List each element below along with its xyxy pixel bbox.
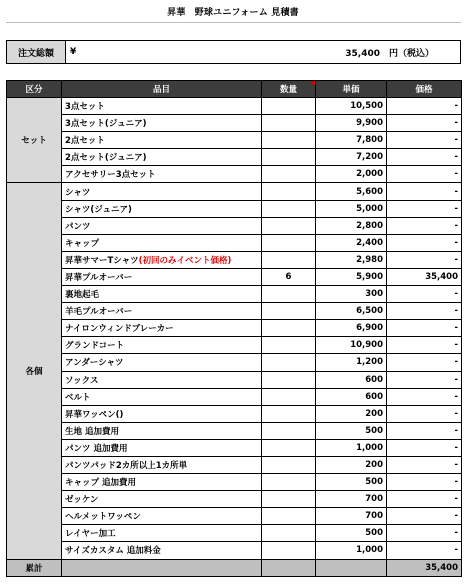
item-name: 羊毛プルオーバー bbox=[65, 307, 133, 318]
qty-cell[interactable] bbox=[262, 508, 316, 525]
unit-price-cell: 2,000 bbox=[316, 166, 387, 183]
order-total-label: 注文総額 bbox=[7, 41, 66, 64]
unit-price-cell: 6,500 bbox=[316, 303, 387, 320]
price-cell: - bbox=[387, 542, 462, 559]
price-cell: - bbox=[387, 166, 462, 183]
item-name: ベルト bbox=[65, 392, 91, 403]
unit-price-cell: 600 bbox=[316, 371, 387, 388]
item-cell bbox=[62, 217, 262, 234]
unit-price-cell: 2,400 bbox=[316, 234, 387, 251]
unit-price-cell: 5,600 bbox=[316, 183, 387, 200]
table-row bbox=[7, 98, 462, 115]
qty-cell[interactable] bbox=[262, 388, 316, 405]
unit-price-cell: 1,200 bbox=[316, 354, 387, 371]
item-name: レイヤー加工 bbox=[65, 529, 116, 540]
price-cell: - bbox=[387, 251, 462, 268]
header-price: 価格 bbox=[387, 81, 462, 98]
item-name: 昇華プルオーバー bbox=[65, 272, 133, 283]
unit-price-cell: 300 bbox=[316, 286, 387, 303]
qty-cell[interactable] bbox=[262, 149, 316, 166]
qty-cell[interactable] bbox=[262, 337, 316, 354]
item-name: グランドコート bbox=[65, 341, 125, 352]
table-row bbox=[7, 422, 462, 439]
unit-price-cell: 700 bbox=[316, 491, 387, 508]
qty-cell[interactable] bbox=[262, 183, 316, 200]
price-cell: 35,400 bbox=[387, 268, 462, 285]
table-row bbox=[7, 337, 462, 354]
unit-price-cell: 200 bbox=[316, 456, 387, 473]
unit-price-cell: 600 bbox=[316, 388, 387, 405]
unit-price-cell: 7,200 bbox=[316, 149, 387, 166]
table-row bbox=[7, 474, 462, 491]
item-cell bbox=[62, 98, 262, 115]
item-name: サイズカスタム 追加料金 bbox=[65, 546, 161, 557]
price-cell: - bbox=[387, 149, 462, 166]
item-cell bbox=[62, 422, 262, 439]
item-cell bbox=[62, 405, 262, 422]
category-cell: セット bbox=[7, 98, 62, 183]
total-item-blank bbox=[62, 559, 262, 576]
item-cell bbox=[62, 354, 262, 371]
unit-price-cell: 2,800 bbox=[316, 217, 387, 234]
category-cell: 各個 bbox=[7, 183, 62, 559]
qty-cell[interactable] bbox=[262, 525, 316, 542]
price-cell: - bbox=[387, 320, 462, 337]
table-row bbox=[7, 456, 462, 473]
price-cell: - bbox=[387, 115, 462, 132]
title-divider bbox=[6, 22, 461, 23]
price-cell: - bbox=[387, 217, 462, 234]
comment-marker-icon bbox=[310, 81, 315, 86]
qty-cell[interactable] bbox=[262, 98, 316, 115]
qty-cell[interactable] bbox=[262, 422, 316, 439]
qty-cell[interactable] bbox=[262, 286, 316, 303]
item-name: 3点セット(ジュニア) bbox=[65, 119, 147, 130]
item-name: パンツ 追加費用 bbox=[65, 443, 128, 454]
total-qty-blank bbox=[262, 559, 316, 576]
item-name: ゼッケン bbox=[65, 495, 99, 506]
unit-price-cell: 9,900 bbox=[316, 115, 387, 132]
qty-cell[interactable] bbox=[262, 115, 316, 132]
qty-cell[interactable] bbox=[262, 491, 316, 508]
item-name: キャップ 追加費用 bbox=[65, 478, 136, 489]
qty-cell[interactable] bbox=[262, 542, 316, 559]
qty-cell[interactable] bbox=[262, 166, 316, 183]
qty-cell[interactable] bbox=[262, 217, 316, 234]
price-cell: - bbox=[387, 422, 462, 439]
qty-cell[interactable] bbox=[262, 439, 316, 456]
item-name: 2点セット(ジュニア) bbox=[65, 153, 147, 164]
item-cell bbox=[62, 115, 262, 132]
item-cell bbox=[62, 337, 262, 354]
item-name: アクセサリー3点セット bbox=[65, 170, 156, 181]
item-name: 2点セット bbox=[65, 136, 105, 147]
item-cell bbox=[62, 439, 262, 456]
qty-cell[interactable] bbox=[262, 405, 316, 422]
table-row bbox=[7, 268, 462, 285]
total-row bbox=[7, 559, 462, 576]
total-label: 累計 bbox=[7, 559, 62, 576]
price-cell: - bbox=[387, 354, 462, 371]
table-row bbox=[7, 371, 462, 388]
item-cell bbox=[62, 508, 262, 525]
unit-price-cell: 7,800 bbox=[316, 132, 387, 149]
item-name: アンダーシャツ bbox=[65, 358, 124, 369]
table-row bbox=[7, 388, 462, 405]
qty-cell[interactable] bbox=[262, 132, 316, 149]
table-row bbox=[7, 217, 462, 234]
unit-price-cell: 5,000 bbox=[316, 200, 387, 217]
total-price: 35,400 bbox=[387, 559, 462, 576]
currency-symbol: ¥ bbox=[66, 41, 89, 64]
price-cell: - bbox=[387, 286, 462, 303]
price-cell: - bbox=[387, 303, 462, 320]
unit-price-cell: 6,900 bbox=[316, 320, 387, 337]
price-cell: - bbox=[387, 371, 462, 388]
qty-cell[interactable] bbox=[262, 320, 316, 337]
item-cell bbox=[62, 303, 262, 320]
table-row bbox=[7, 183, 462, 200]
table-row bbox=[7, 115, 462, 132]
price-cell: - bbox=[387, 200, 462, 217]
price-cell: - bbox=[387, 132, 462, 149]
unit-price-cell: 500 bbox=[316, 474, 387, 491]
table-row bbox=[7, 525, 462, 542]
table-row bbox=[7, 405, 462, 422]
item-name: シャツ(ジュニア) bbox=[65, 204, 132, 215]
unit-price-cell: 1,000 bbox=[316, 542, 387, 559]
price-cell: - bbox=[387, 405, 462, 422]
item-name: 3点セット bbox=[65, 102, 105, 113]
qty-cell[interactable] bbox=[262, 303, 316, 320]
unit-price-cell: 200 bbox=[316, 405, 387, 422]
item-cell bbox=[62, 320, 262, 337]
item-name: キャップ bbox=[65, 238, 100, 249]
table-row bbox=[7, 132, 462, 149]
item-cell bbox=[62, 251, 262, 268]
table-row bbox=[7, 439, 462, 456]
item-cell bbox=[62, 183, 262, 200]
unit-price-cell: 700 bbox=[316, 508, 387, 525]
header-unit-price: 単価 bbox=[316, 81, 387, 98]
table-header-row bbox=[7, 81, 462, 98]
item-cell bbox=[62, 166, 262, 183]
item-cell bbox=[62, 149, 262, 166]
item-name: ソックス bbox=[65, 375, 99, 386]
table-row bbox=[7, 508, 462, 525]
table-row bbox=[7, 234, 462, 251]
table-row bbox=[7, 166, 462, 183]
item-cell bbox=[62, 491, 262, 508]
item-name: 生地 追加費用 bbox=[65, 426, 119, 437]
unit-price-cell: 10,500 bbox=[316, 98, 387, 115]
price-cell: - bbox=[387, 439, 462, 456]
qty-cell[interactable] bbox=[262, 251, 316, 268]
unit-price-cell: 2,980 bbox=[316, 251, 387, 268]
header-item: 品目 bbox=[62, 81, 262, 98]
unit-price-cell: 500 bbox=[316, 525, 387, 542]
qty-cell[interactable] bbox=[262, 474, 316, 491]
qty-cell[interactable] bbox=[262, 371, 316, 388]
unit-price-cell: 10,900 bbox=[316, 337, 387, 354]
estimate-table bbox=[6, 80, 462, 577]
unit-price-cell: 5,900 bbox=[316, 268, 387, 285]
item-cell bbox=[62, 525, 262, 542]
header-qty bbox=[262, 81, 316, 98]
table-row bbox=[7, 303, 462, 320]
price-cell: - bbox=[387, 337, 462, 354]
order-total-table bbox=[6, 40, 461, 64]
table-row bbox=[7, 286, 462, 303]
item-name: 裏地起毛 bbox=[65, 290, 100, 301]
item-name: 昇華ワッペン() bbox=[65, 409, 124, 420]
header-qty-label: 数量 bbox=[279, 85, 297, 95]
price-cell: - bbox=[387, 508, 462, 525]
table-row bbox=[7, 251, 462, 268]
item-cell bbox=[62, 286, 262, 303]
item-cell bbox=[62, 132, 262, 149]
item-name: パンツパッド2カ所以上1カ所単 bbox=[65, 461, 188, 472]
table-row bbox=[7, 542, 462, 559]
price-cell: - bbox=[387, 98, 462, 115]
item-name: ナイロンウィンドブレーカー bbox=[65, 324, 174, 335]
item-cell bbox=[62, 542, 262, 559]
price-cell: - bbox=[387, 234, 462, 251]
item-cell bbox=[62, 388, 262, 405]
price-cell: - bbox=[387, 525, 462, 542]
item-note: (初回のみイベント価格) bbox=[138, 255, 232, 266]
qty-cell[interactable] bbox=[262, 200, 316, 217]
item-cell bbox=[62, 200, 262, 217]
order-total-amount: 35,400 円（税込） bbox=[88, 41, 461, 64]
page-title: 昇華 野球ユニフォーム 見積書 bbox=[167, 8, 299, 18]
item-cell bbox=[62, 234, 262, 251]
qty-cell[interactable]: 6 bbox=[262, 268, 316, 285]
total-unit-blank bbox=[316, 559, 387, 576]
table-row bbox=[7, 320, 462, 337]
qty-cell[interactable] bbox=[262, 354, 316, 371]
qty-cell[interactable] bbox=[262, 234, 316, 251]
item-name: パンツ bbox=[65, 221, 91, 232]
table-row bbox=[7, 491, 462, 508]
item-cell bbox=[62, 474, 262, 491]
item-cell bbox=[62, 268, 262, 285]
item-cell bbox=[62, 456, 262, 473]
price-cell: - bbox=[387, 183, 462, 200]
price-cell: - bbox=[387, 474, 462, 491]
unit-price-cell: 500 bbox=[316, 422, 387, 439]
item-name: ヘルメットワッペン bbox=[65, 512, 141, 523]
item-cell bbox=[62, 371, 262, 388]
table-row bbox=[7, 149, 462, 166]
price-cell: - bbox=[387, 388, 462, 405]
item-name: シャツ bbox=[65, 187, 91, 198]
qty-cell[interactable] bbox=[262, 456, 316, 473]
price-cell: - bbox=[387, 456, 462, 473]
unit-price-cell: 1,000 bbox=[316, 439, 387, 456]
price-cell: - bbox=[387, 491, 462, 508]
item-name: 昇華サマーTシャツ bbox=[65, 255, 139, 266]
table-row bbox=[7, 354, 462, 371]
table-row bbox=[7, 200, 462, 217]
header-category: 区分 bbox=[7, 81, 62, 98]
